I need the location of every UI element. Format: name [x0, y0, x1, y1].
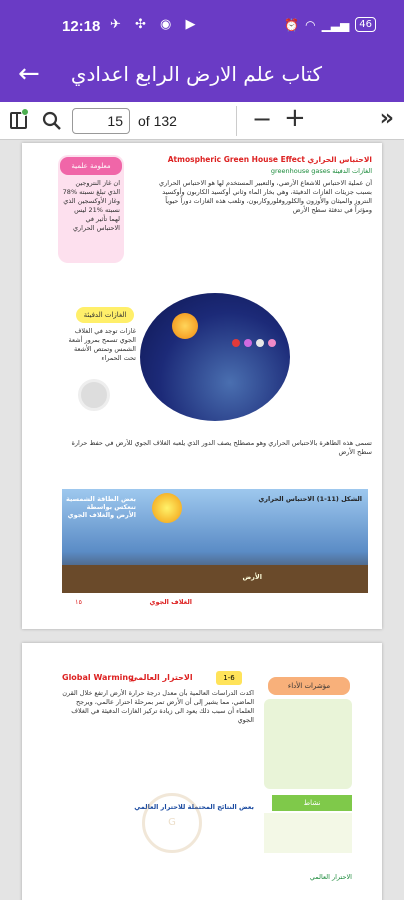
- gases-en: greenhouse gases: [270, 167, 331, 175]
- app-bar: [0, 50, 404, 102]
- figure-caption: الشكل (11-1) الاحتباس الحراري: [258, 495, 362, 503]
- page1-gases: [152, 167, 372, 176]
- notification-dot: [21, 108, 29, 116]
- page2-heading-en: Global Warming: [62, 673, 134, 682]
- activity-tag: نشاط: [272, 795, 352, 811]
- page-number-input[interactable]: 15: [72, 108, 130, 134]
- toolbar-divider: [236, 106, 237, 136]
- back-arrow-icon[interactable]: ←: [18, 59, 40, 89]
- page-total: of 132: [138, 113, 177, 129]
- watermark-logo: G: [142, 793, 202, 853]
- status-time: 12:18: [62, 18, 101, 35]
- section-number: 1-6: [216, 671, 242, 685]
- pdf-toolbar: [0, 102, 404, 140]
- figure-label-atm: الغلاف الجوي: [149, 598, 192, 606]
- page1-body2: تسمى هذه الظاهرة بالاحتباس الحراري وهو مصطلح يصف الدور الذي يلعبه الغلاف الجوي للأرض في حفظ حرارة سطح الأرض: [71, 439, 372, 456]
- pdf-page-15: [22, 143, 382, 629]
- effects-heading: بعض النتائج المحتملة للاحترار العالمي: [134, 803, 254, 811]
- molecule-purple: [244, 339, 252, 347]
- indicators-box: [264, 699, 352, 789]
- figure-label-earth: الأرض: [242, 573, 262, 581]
- figure-sun: [152, 493, 182, 523]
- zoom-in-icon[interactable]: +: [284, 103, 306, 133]
- alarm-icon: ⏰: [284, 17, 300, 32]
- heading-en: Atmospheric Green House Effect: [167, 155, 305, 164]
- pdf-page-16: [22, 643, 382, 900]
- activity-label: الاحترار العالمي: [309, 873, 352, 881]
- greenhouse-gases-tag: الغازات الدفيئة: [76, 307, 134, 323]
- page1-body: أن عملية الاحتباس للاشعاع الأرضي، والتعبير المستخدم لها هو الاحتباس الحراري بسبب جزيئات الغازات الدفيئة، وهي بخار الماء وثاني أوكسيد الكاربون وأوكسيد النتروز والميثان والأوزون والكلوروفلوروكاربون، وتلعب هذه الغازات دوراً حيوياً ومؤثراً في تدفئة سطح الأرض: [158, 179, 372, 214]
- figure-earth: [62, 565, 368, 593]
- globe-thumbnail: [78, 379, 110, 411]
- heading-ar: الاحتباس الحراري: [307, 155, 372, 164]
- more-tools-icon[interactable]: »: [379, 106, 394, 131]
- molecule-red: [232, 339, 240, 347]
- performance-indicators-tag: مؤشرات الأداء: [268, 677, 350, 695]
- science-info-tag: معلومة علمية: [60, 157, 122, 175]
- molecule-white: [256, 339, 264, 347]
- app-title: كتاب علم الارض الرابع اعدادي: [70, 62, 322, 86]
- greenhouse-globe-image: [140, 293, 290, 421]
- page-number: ١٥: [75, 598, 82, 606]
- status-bar: [0, 0, 404, 50]
- search-icon[interactable]: [42, 111, 62, 131]
- science-info-text: ان غاز النتروجين الذي تبلغ نسبته %78 وغاز الأوكسجين الذي نسبته %21 ليس لهما تأثير في الاحتباس الحراري: [62, 179, 120, 232]
- system-icons: [284, 17, 376, 32]
- signal-icon: ▁▃▅: [321, 17, 350, 32]
- page2-heading-ar: الاحترار العالمي: [130, 673, 193, 682]
- gases-ar: الغازات الدفيئة: [332, 167, 372, 175]
- greenhouse-gases-text: غازات توجد في الغلاف الجوي تسمح بمرور أشعة الشمس وتمتص الأشعة تحت الحمراء: [68, 327, 136, 362]
- zoom-out-icon[interactable]: −: [252, 105, 273, 133]
- molecule-pink: [268, 339, 276, 347]
- activity-box: [264, 813, 352, 853]
- notification-icons: ✈ ✣ ◉ ▶: [110, 17, 201, 32]
- battery-icon: 46: [355, 17, 376, 32]
- page1-heading: [152, 155, 372, 164]
- figure-label-left: بعض الطاقة الشمسية تنعكس بواسطة الأرض والغلاف الجوي: [66, 495, 136, 519]
- page2-body: اكدت الدراسات العالمية بأن معدل درجة حرارة الأرض ارتفع خلال القرن الماضي، مما يشير إلى أن الأرض تمر بمرحلة احترار عالمي، ويرجح العلماء أن سبب ذلك يعود الى زيادة تركيز الغازات الدفيئة في الغلاف الجوي: [62, 689, 254, 724]
- sun-image: [172, 313, 198, 339]
- wifi-icon: ◠: [305, 17, 316, 32]
